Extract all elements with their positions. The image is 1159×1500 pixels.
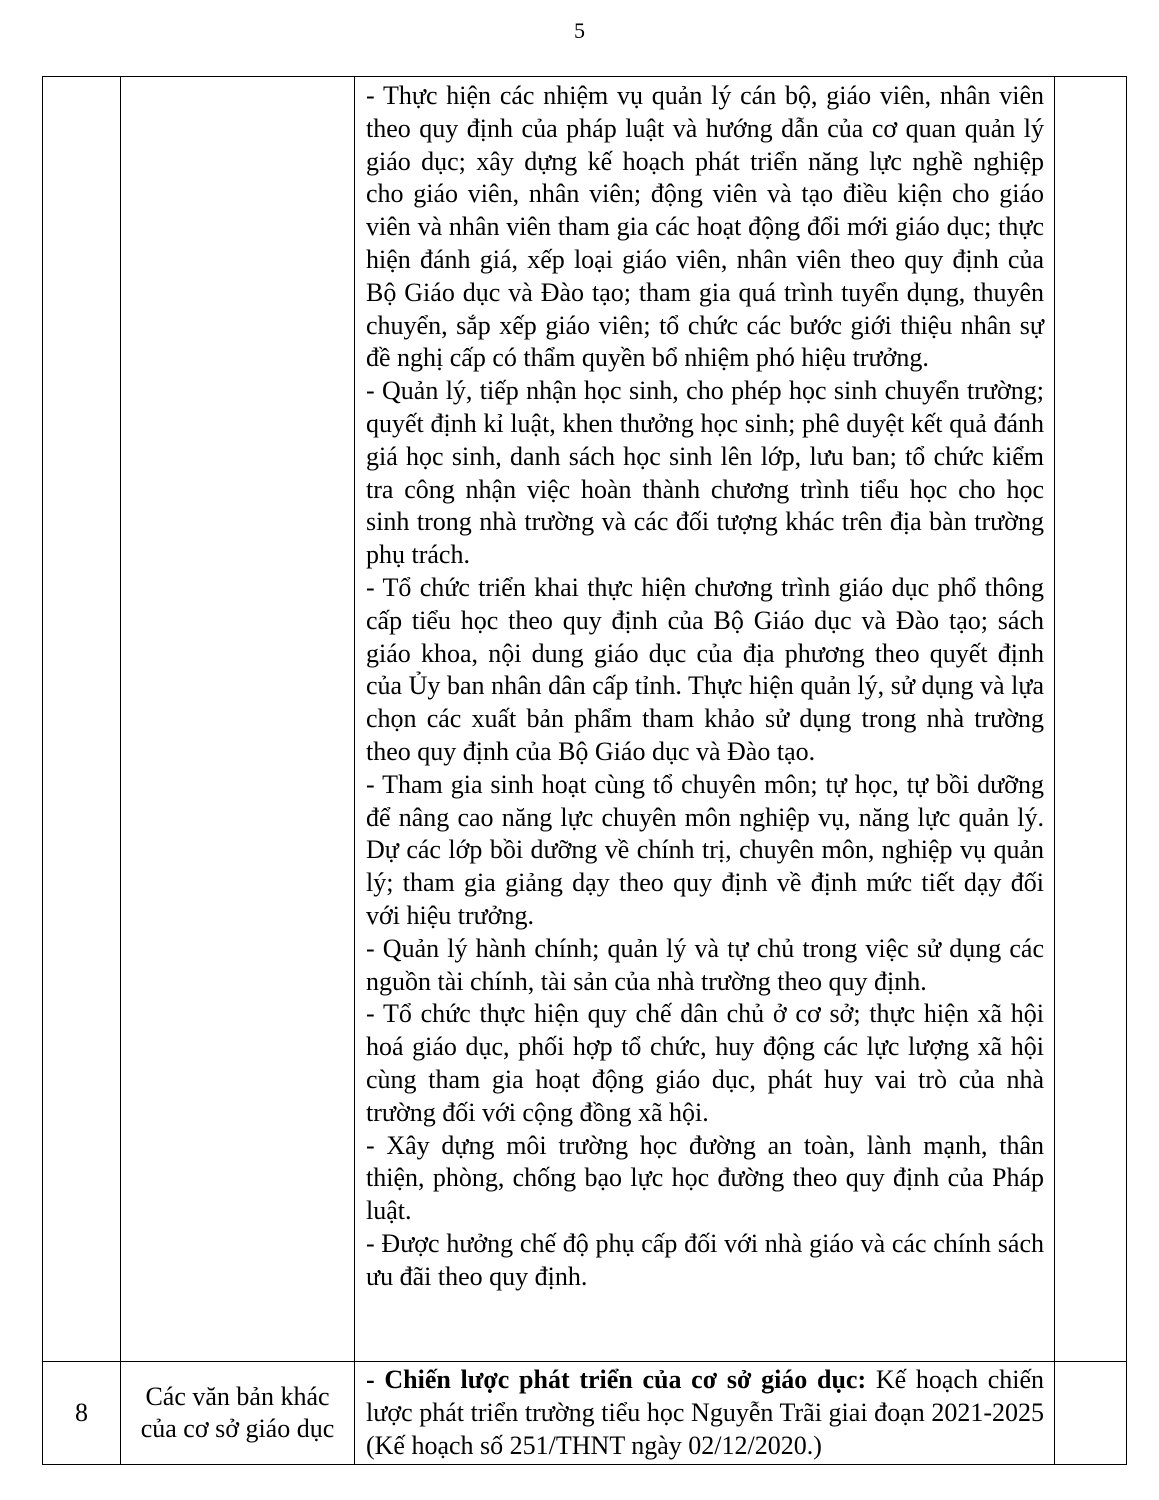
paragraph: - Xây dựng môi trường học đường an toàn, lành mạnh, thân thiện, phòng, chống bạo lực học đường theo quy định của Pháp luật. bbox=[366, 1130, 1044, 1226]
paragraph: - Quản lý hành chính; quản lý và tự chủ trong việc sử dụng các nguồn tài chính, tài sản của nhà trường theo quy định. bbox=[366, 933, 1044, 996]
paragraph: - Tổ chức triển khai thực hiện chương trình giáo dục phổ thông cấp tiểu học theo quy định của Bộ Giáo dục và Đào tạo; sách giáo khoa, nội dung giáo dục của địa phương theo quyết định của Ủy ban nhân dân cấp tỉnh. Thực hiện quản lý, sử dụng và lựa chọn các xuất bản phẩm tham khảo sử dụng trong nhà trường theo quy định của Bộ Giáo dục và Đào tạo. bbox=[366, 572, 1044, 766]
cell-content bbox=[355, 77, 1055, 1362]
paragraph: - Tham gia sinh hoạt cùng tổ chuyên môn; tự học, tự bồi dưỡng để nâng cao năng lực chuyên môn nghiệp vụ, năng lực quản lý. Dự các lớp bồi dưỡng về chính trị, chuyên môn, nghiệp vụ quản lý; tham gia giảng dạy theo quy định về định mức tiết dạy đối với hiệu trưởng. bbox=[366, 769, 1044, 930]
cell-notes-empty bbox=[1055, 1362, 1127, 1465]
paragraph: - Quản lý, tiếp nhận học sinh, cho phép học sinh chuyển trường; quyết định kỉ luật, khen thưởng học sinh; phê duyệt kết quả đánh giá học sinh, danh sách học sinh lên lớp, lưu ban; tổ chức kiểm tra công nhận việc hoàn thành chương trình tiểu học cho học sinh trong nhà trường và các đối tượng khác trên địa bàn trường phụ trách. bbox=[366, 376, 1044, 570]
page-number: 5 bbox=[574, 18, 585, 43]
row-number: 8 bbox=[43, 1362, 121, 1465]
row-name: Các văn bản khác của cơ sở giáo dục bbox=[121, 1362, 355, 1465]
cell-name-empty bbox=[121, 77, 355, 1362]
cell-number-empty bbox=[43, 77, 121, 1362]
cell-notes-empty bbox=[1055, 77, 1127, 1362]
content-text: Kế hoạch chiến lược phát triển trường tiểu học Nguyễn Trãi giai đoạn 2021-2025 (Kế hoạch số 251/THNT ngày 02/12/2020.) bbox=[366, 1365, 1044, 1460]
document-table bbox=[42, 76, 1127, 1465]
table-row-8 bbox=[43, 1362, 1127, 1465]
table-row-continued bbox=[43, 77, 1127, 1362]
paragraph: - Được hưởng chế độ phụ cấp đối với nhà giáo và các chính sách ưu đãi theo quy định. bbox=[366, 1228, 1044, 1291]
cell-content bbox=[355, 1362, 1055, 1465]
paragraph: - Thực hiện các nhiệm vụ quản lý cán bộ, giáo viên, nhân viên theo quy định của pháp luật và hướng dẫn của cơ quan quản lý giáo dục; xây dựng kế hoạch phát triển năng lực nghề nghiệp cho giáo viên, nhân viên; động viên và tạo điều kiện cho giáo viên và nhân viên tham gia các hoạt động đổi mới giáo dục; thực hiện đánh giá, xếp loại giáo viên, nhân viên theo quy định của Bộ Giáo dục và Đào tạo; tham gia quá trình tuyển dụng, thuyên chuyển, sắp xếp giáo viên; tổ chức các bước giới thiệu nhân sự đề nghị cấp có thẩm quyền bổ nhiệm phó hiệu trưởng. bbox=[366, 81, 1044, 373]
paragraph: - Tổ chức thực hiện quy chế dân chủ ở cơ sở; thực hiện xã hội hoá giáo dục, phối hợp tổ chức, huy động các lực lượng xã hội cùng tham gia hoạt động giáo dục, phát huy vai trò của nhà trường đối với cộng đồng xã hội. bbox=[366, 999, 1044, 1127]
content-heading: - Chiến lược phát triển của cơ sở giáo dục: bbox=[366, 1365, 867, 1394]
